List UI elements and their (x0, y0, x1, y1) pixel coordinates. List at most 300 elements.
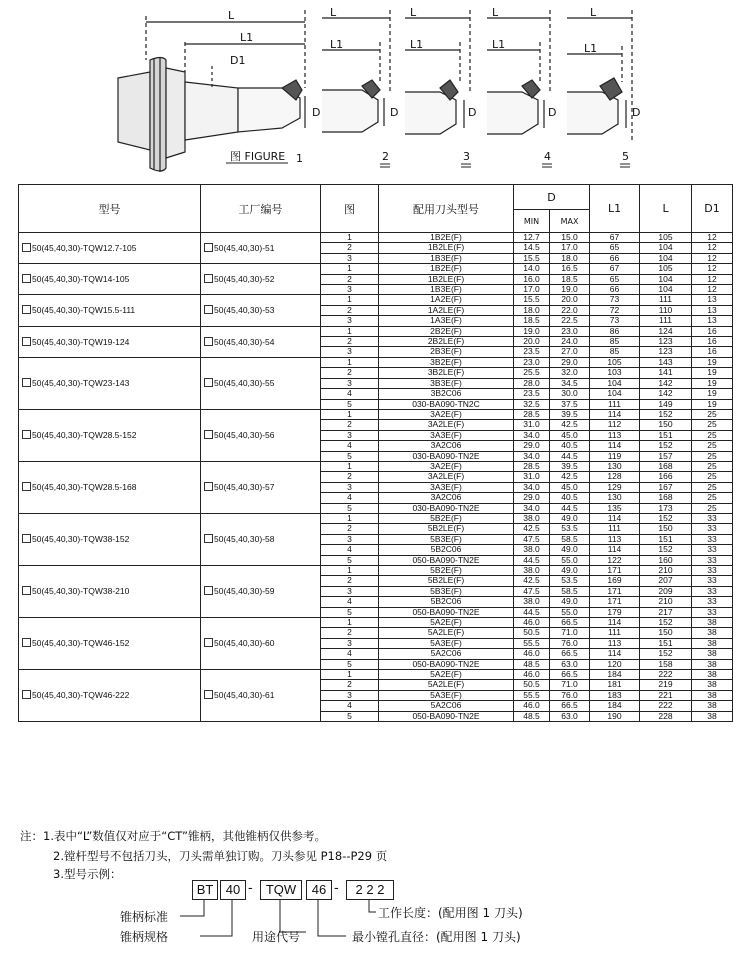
l1-cell: 73 (590, 316, 640, 326)
l1-cell: 113 (590, 638, 640, 648)
d-min-cell: 18.0 (514, 305, 550, 315)
fig-cell: 1 (321, 409, 379, 419)
fig-cell: 5 (321, 711, 379, 721)
l1-cell: 104 (590, 378, 640, 388)
factory-no-cell (201, 233, 321, 264)
header-l: L (640, 185, 692, 233)
model-text: 50(45,40,30)-TQW12.7-105 (32, 242, 137, 253)
checkbox-square-icon (204, 378, 213, 387)
d-max-cell: 17.0 (550, 243, 590, 253)
l-cell: 166 (640, 472, 692, 482)
l-cell: 111 (640, 295, 692, 305)
insert-cell: 5A3E(F) (379, 638, 514, 648)
fig-cell: 3 (321, 638, 379, 648)
l-cell: 217 (640, 607, 692, 617)
d-min-cell: 38.0 (514, 597, 550, 607)
table-row (19, 264, 733, 274)
d-min-cell: 34.0 (514, 482, 550, 492)
d-max-cell: 40.5 (550, 493, 590, 503)
d-min-cell: 31.0 (514, 420, 550, 430)
factory-no-cell (201, 670, 321, 722)
d-min-cell: 46.0 (514, 670, 550, 680)
insert-cell: 5B2C06 (379, 597, 514, 607)
d1-cell: 25 (692, 409, 733, 419)
fig-cell: 2 (321, 305, 379, 315)
d-min-cell: 38.0 (514, 545, 550, 555)
d-min-cell: 14.5 (514, 243, 550, 253)
d-min-cell: 28.0 (514, 378, 550, 388)
d-max-cell: 23.0 (550, 326, 590, 336)
header-d-max: MAX (550, 210, 590, 233)
d-max-cell: 15.0 (550, 233, 590, 243)
l-cell: 152 (640, 441, 692, 451)
l1-cell: 122 (590, 555, 640, 565)
model-cell (19, 566, 201, 618)
fig-cell: 1 (321, 326, 379, 336)
fig-cell: 4 (321, 597, 379, 607)
factory-no-text: 50(45,40,30)-55 (214, 378, 275, 389)
d1-cell: 33 (692, 586, 733, 596)
fig-cell: 2 (321, 524, 379, 534)
checkbox-square-icon (204, 337, 213, 346)
fig-cell: 3 (321, 347, 379, 357)
checkbox-square-icon (22, 243, 31, 252)
insert-cell: 1B3E(F) (379, 285, 514, 295)
d1-cell: 33 (692, 597, 733, 607)
example-box-tqw: TQW (260, 880, 302, 900)
dim-l-2: L (330, 6, 337, 19)
dim-l1-1: L1 (240, 31, 254, 44)
l1-cell: 112 (590, 420, 640, 430)
l1-cell: 72 (590, 305, 640, 315)
l-cell: 152 (640, 618, 692, 628)
d1-cell: 16 (692, 326, 733, 336)
d-max-cell: 44.5 (550, 451, 590, 461)
d-max-cell: 44.5 (550, 503, 590, 513)
fig-cell: 4 (321, 701, 379, 711)
fig-cell: 4 (321, 441, 379, 451)
factory-no-text: 50(45,40,30)-58 (214, 534, 275, 545)
d-min-cell: 28.5 (514, 409, 550, 419)
header-d-min: MIN (514, 210, 550, 233)
l-cell: 221 (640, 690, 692, 700)
insert-cell: 5B2LE(F) (379, 524, 514, 534)
tool-figure (0, 0, 750, 180)
d-max-cell: 40.5 (550, 441, 590, 451)
fig-cell: 4 (321, 545, 379, 555)
d1-cell: 16 (692, 347, 733, 357)
d1-cell: 33 (692, 566, 733, 576)
l-cell: 222 (640, 670, 692, 680)
fig-cell: 2 (321, 243, 379, 253)
l1-cell: 130 (590, 461, 640, 471)
d1-cell: 13 (692, 295, 733, 305)
d1-cell: 25 (692, 482, 733, 492)
l-cell: 143 (640, 357, 692, 367)
d-max-cell: 58.5 (550, 534, 590, 544)
d1-cell: 12 (692, 243, 733, 253)
l1-cell: 65 (590, 243, 640, 253)
d-min-cell: 12.7 (514, 233, 550, 243)
insert-cell: 3A2LE(F) (379, 472, 514, 482)
checkbox-square-icon (204, 430, 213, 439)
insert-cell: 3A2E(F) (379, 409, 514, 419)
d-min-cell: 50.5 (514, 680, 550, 690)
d-min-cell: 42.5 (514, 524, 550, 534)
d-max-cell: 66.5 (550, 670, 590, 680)
factory-no-cell (201, 295, 321, 326)
model-cell (19, 264, 201, 295)
l1-cell: 128 (590, 472, 640, 482)
checkbox-square-icon (22, 482, 31, 491)
fig-cell: 2 (321, 628, 379, 638)
l-cell: 141 (640, 368, 692, 378)
l1-cell: 67 (590, 264, 640, 274)
insert-cell: 2B2LE(F) (379, 337, 514, 347)
d-max-cell: 19.0 (550, 285, 590, 295)
d-max-cell: 71.0 (550, 628, 590, 638)
d-min-cell: 18.5 (514, 316, 550, 326)
d1-cell: 19 (692, 368, 733, 378)
l-cell: 160 (640, 555, 692, 565)
d1-cell: 33 (692, 534, 733, 544)
l1-cell: 66 (590, 285, 640, 295)
d-max-cell: 42.5 (550, 472, 590, 482)
l-cell: 150 (640, 524, 692, 534)
factory-no-text: 50(45,40,30)-54 (214, 336, 275, 347)
model-cell (19, 513, 201, 565)
insert-cell: 5A2E(F) (379, 670, 514, 680)
fig-cell: 3 (321, 285, 379, 295)
fig-cell: 3 (321, 316, 379, 326)
model-text: 50(45,40,30)-TQW28.5-152 (32, 430, 137, 441)
l1-cell: 113 (590, 430, 640, 440)
l1-cell: 114 (590, 513, 640, 523)
model-text: 50(45,40,30)-TQW15.5-111 (32, 305, 136, 316)
figure-label: 图 FIGURE (230, 150, 286, 163)
insert-cell: 3A3E(F) (379, 430, 514, 440)
table-row (19, 461, 733, 471)
l-cell: 152 (640, 513, 692, 523)
d-max-cell: 76.0 (550, 690, 590, 700)
d-max-cell: 27.0 (550, 347, 590, 357)
d-max-cell: 20.0 (550, 295, 590, 305)
note-2: 2.镗杆型号不包括刀头，刀头需单独订购。刀头参见 P18--P29 页 (53, 849, 388, 863)
d1-cell: 12 (692, 233, 733, 243)
d-max-cell: 22.5 (550, 316, 590, 326)
fig-cell: 1 (321, 618, 379, 628)
l-cell: 168 (640, 493, 692, 503)
insert-cell: 3A2E(F) (379, 461, 514, 471)
d1-cell: 38 (692, 649, 733, 659)
fig-cell: 2 (321, 337, 379, 347)
l1-cell: 113 (590, 534, 640, 544)
label-min-bore: 最小镗孔直径：(配用图 1 刀头) (352, 930, 521, 944)
d1-cell: 25 (692, 493, 733, 503)
d-max-cell: 37.5 (550, 399, 590, 409)
d-min-cell: 15.5 (514, 253, 550, 263)
l1-cell: 85 (590, 337, 640, 347)
l-cell: 152 (640, 649, 692, 659)
l1-cell: 181 (590, 680, 640, 690)
d1-cell: 12 (692, 274, 733, 284)
d1-cell: 38 (692, 628, 733, 638)
l-cell: 124 (640, 326, 692, 336)
insert-cell: 030-BA090-TN2C (379, 399, 514, 409)
d1-cell: 33 (692, 576, 733, 586)
d-min-cell: 23.5 (514, 347, 550, 357)
example-box-taper-size: 40 (220, 880, 246, 900)
table-row (19, 670, 733, 680)
header-factory-no: 工厂编号 (201, 185, 321, 233)
insert-cell: 5A2C06 (379, 649, 514, 659)
d-max-cell: 76.0 (550, 638, 590, 648)
d1-cell: 38 (692, 680, 733, 690)
d-min-cell: 32.5 (514, 399, 550, 409)
l-cell: 151 (640, 638, 692, 648)
factory-no-text: 50(45,40,30)-52 (214, 274, 275, 285)
d-min-cell: 34.0 (514, 503, 550, 513)
l-cell: 142 (640, 378, 692, 388)
fig-cell: 3 (321, 430, 379, 440)
dim-d1-1: D1 (230, 54, 246, 67)
fig-cell: 2 (321, 368, 379, 378)
dim-l-4: L (492, 6, 499, 19)
d-max-cell: 58.5 (550, 586, 590, 596)
d-max-cell: 39.5 (550, 461, 590, 471)
l-cell: 219 (640, 680, 692, 690)
l-cell: 104 (640, 274, 692, 284)
l-cell: 168 (640, 461, 692, 471)
fig-cell: 3 (321, 482, 379, 492)
fig-cell: 5 (321, 399, 379, 409)
table-row (19, 618, 733, 628)
d-min-cell: 34.0 (514, 430, 550, 440)
d1-cell: 38 (692, 618, 733, 628)
example-dash-1: - (248, 881, 253, 896)
l1-cell: 171 (590, 597, 640, 607)
factory-no-text: 50(45,40,30)-59 (214, 586, 275, 597)
d-min-cell: 29.0 (514, 441, 550, 451)
checkbox-square-icon (22, 430, 31, 439)
fig-cell: 2 (321, 576, 379, 586)
d1-cell: 33 (692, 545, 733, 555)
fig-cell: 2 (321, 420, 379, 430)
insert-cell: 1B2LE(F) (379, 274, 514, 284)
d-min-cell: 15.5 (514, 295, 550, 305)
l1-cell: 111 (590, 399, 640, 409)
d-min-cell: 48.5 (514, 711, 550, 721)
label-use-code: 用途代号 (252, 930, 301, 944)
d-max-cell: 49.0 (550, 597, 590, 607)
d-min-cell: 14.0 (514, 264, 550, 274)
d1-cell: 25 (692, 441, 733, 451)
checkbox-square-icon (22, 378, 31, 387)
l-cell: 207 (640, 576, 692, 586)
fig-cell: 5 (321, 451, 379, 461)
d1-cell: 25 (692, 451, 733, 461)
l-cell: 210 (640, 566, 692, 576)
d1-cell: 13 (692, 316, 733, 326)
l1-cell: 183 (590, 690, 640, 700)
insert-cell: 5A2LE(F) (379, 628, 514, 638)
model-cell (19, 461, 201, 513)
d-min-cell: 23.5 (514, 389, 550, 399)
l-cell: 104 (640, 253, 692, 263)
checkbox-square-icon (22, 534, 31, 543)
table-row (19, 513, 733, 523)
l1-cell: 85 (590, 347, 640, 357)
dim-d-1: D (312, 106, 321, 119)
d-max-cell: 53.5 (550, 524, 590, 534)
l1-cell: 119 (590, 451, 640, 461)
d-min-cell: 46.0 (514, 649, 550, 659)
insert-cell: 050-BA090-TN2E (379, 555, 514, 565)
d1-cell: 38 (692, 690, 733, 700)
label-taper-spec: 锥柄规格 (120, 930, 169, 944)
checkbox-square-icon (204, 305, 213, 314)
d-min-cell: 55.5 (514, 690, 550, 700)
d1-cell: 25 (692, 430, 733, 440)
table-row (19, 566, 733, 576)
d-max-cell: 49.0 (550, 545, 590, 555)
l1-cell: 86 (590, 326, 640, 336)
d-min-cell: 20.0 (514, 337, 550, 347)
factory-no-text: 50(45,40,30)-51 (214, 242, 275, 253)
insert-cell: 3B2LE(F) (379, 368, 514, 378)
insert-cell: 3B2E(F) (379, 357, 514, 367)
l1-cell: 111 (590, 524, 640, 534)
l-cell: 167 (640, 482, 692, 492)
insert-cell: 5A2E(F) (379, 618, 514, 628)
model-text: 50(45,40,30)-TQW38-210 (32, 586, 130, 597)
d1-cell: 16 (692, 337, 733, 347)
d-min-cell: 44.5 (514, 607, 550, 617)
insert-cell: 5A2LE(F) (379, 680, 514, 690)
dim-l1-2: L1 (330, 38, 344, 51)
insert-cell: 3B3E(F) (379, 378, 514, 388)
header-d1: D1 (692, 185, 733, 233)
l-cell: 157 (640, 451, 692, 461)
d-max-cell: 45.0 (550, 482, 590, 492)
d-min-cell: 38.0 (514, 513, 550, 523)
table-row (19, 326, 733, 336)
d-max-cell: 32.0 (550, 368, 590, 378)
l1-cell: 114 (590, 545, 640, 555)
l-cell: 105 (640, 264, 692, 274)
d-min-cell: 38.0 (514, 566, 550, 576)
l-cell: 158 (640, 659, 692, 669)
insert-cell: 050-BA090-TN2E (379, 711, 514, 721)
model-cell (19, 357, 201, 409)
insert-cell: 1A3E(F) (379, 316, 514, 326)
header-l1: L1 (590, 185, 640, 233)
d1-cell: 38 (692, 659, 733, 669)
d-max-cell: 30.0 (550, 389, 590, 399)
d1-cell: 33 (692, 513, 733, 523)
factory-no-cell (201, 326, 321, 357)
checkbox-square-icon (204, 690, 213, 699)
insert-cell: 3A2C06 (379, 493, 514, 503)
d-max-cell: 42.5 (550, 420, 590, 430)
d-max-cell: 66.5 (550, 701, 590, 711)
d-max-cell: 55.0 (550, 607, 590, 617)
checkbox-square-icon (204, 534, 213, 543)
l1-cell: 114 (590, 649, 640, 659)
l1-cell: 120 (590, 659, 640, 669)
l-cell: 104 (640, 243, 692, 253)
l1-cell: 105 (590, 357, 640, 367)
fig-cell: 5 (321, 503, 379, 513)
l-cell: 111 (640, 316, 692, 326)
insert-cell: 1A2LE(F) (379, 305, 514, 315)
insert-cell: 5A3E(F) (379, 690, 514, 700)
l-cell: 123 (640, 347, 692, 357)
l-cell: 210 (640, 597, 692, 607)
figure-number-1: 1 (296, 152, 303, 165)
insert-cell: 5B2LE(F) (379, 576, 514, 586)
d-min-cell: 34.0 (514, 451, 550, 461)
model-cell (19, 409, 201, 461)
d1-cell: 19 (692, 357, 733, 367)
d-max-cell: 66.5 (550, 649, 590, 659)
l-cell: 110 (640, 305, 692, 315)
model-text: 50(45,40,30)-TQW38-152 (32, 534, 130, 545)
checkbox-square-icon (204, 243, 213, 252)
checkbox-square-icon (22, 337, 31, 346)
d-min-cell: 25.5 (514, 368, 550, 378)
table-row (19, 295, 733, 305)
d-max-cell: 53.5 (550, 576, 590, 586)
d-max-cell: 29.0 (550, 357, 590, 367)
insert-cell: 050-BA090-TN2E (379, 607, 514, 617)
l1-cell: 171 (590, 566, 640, 576)
l1-cell: 65 (590, 274, 640, 284)
fig-cell: 1 (321, 513, 379, 523)
factory-no-cell (201, 409, 321, 461)
figure-number-5: 5 (622, 150, 629, 163)
insert-cell: 5B2E(F) (379, 566, 514, 576)
checkbox-square-icon (22, 305, 31, 314)
insert-cell: 1B2E(F) (379, 233, 514, 243)
figure-number-3: 3 (463, 150, 470, 163)
fig-cell: 1 (321, 233, 379, 243)
model-cell (19, 618, 201, 670)
insert-cell: 1B2LE(F) (379, 243, 514, 253)
dim-l1-4: L1 (492, 38, 506, 51)
table-row (19, 357, 733, 367)
model-text: 50(45,40,30)-TQW19-124 (32, 336, 130, 347)
insert-cell: 5B2E(F) (379, 513, 514, 523)
d-max-cell: 63.0 (550, 659, 590, 669)
checkbox-square-icon (22, 638, 31, 647)
figure-number-4: 4 (544, 150, 551, 163)
d-max-cell: 55.0 (550, 555, 590, 565)
d-min-cell: 31.0 (514, 472, 550, 482)
d1-cell: 25 (692, 461, 733, 471)
insert-cell: 030-BA090-TN2E (379, 503, 514, 513)
l1-cell: 66 (590, 253, 640, 263)
checkbox-square-icon (22, 586, 31, 595)
insert-cell: 1A2E(F) (379, 295, 514, 305)
l-cell: 104 (640, 285, 692, 295)
factory-no-cell (201, 566, 321, 618)
d1-cell: 25 (692, 420, 733, 430)
insert-cell: 5A2C06 (379, 701, 514, 711)
factory-no-text: 50(45,40,30)-61 (214, 690, 275, 701)
d-max-cell: 18.0 (550, 253, 590, 263)
model-cell (19, 326, 201, 357)
